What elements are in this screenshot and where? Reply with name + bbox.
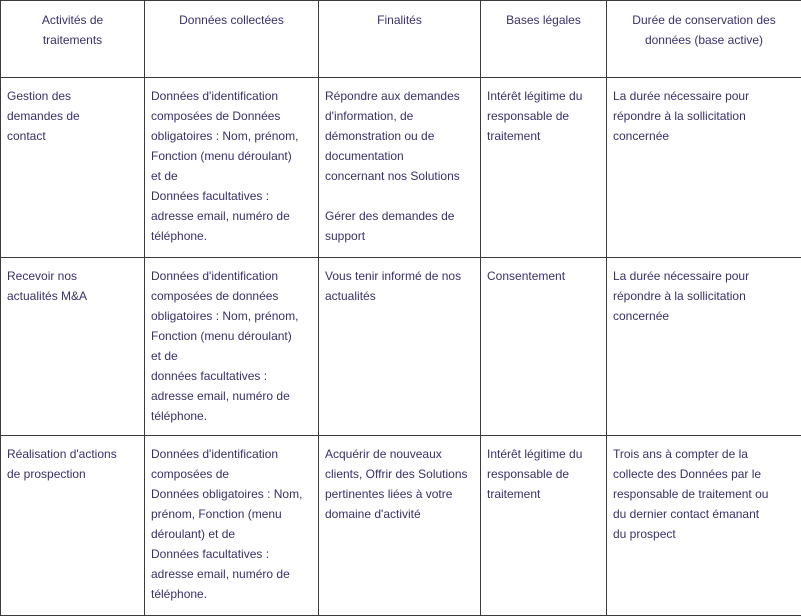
cell-bases: Intérêt légitime du responsable de traitement (481, 436, 607, 616)
table-row (1, 436, 801, 616)
cell-donnees: Données d'identification composées de Données obligatoires : Nom, prénom, Fonction (menu déroulant) et de Données facultatives : adresse email, numéro de téléphone. (145, 436, 319, 616)
cell-finalites: Répondre aux demandes d'information, de démonstration ou de documentation concernant nos Solutions Gérer des demandes de support (319, 78, 481, 258)
cell-activite: Réalisation d'actions de prospection (1, 436, 145, 616)
cell-activite: Recevoir nos actualités M&A (1, 258, 145, 436)
cell-duree: La durée nécessaire pour répondre à la sollicitation concernée (607, 258, 801, 436)
cell-activite: Gestion des demandes de contact (1, 78, 145, 258)
table-row (1, 258, 801, 436)
paragraph-spacer (325, 186, 474, 206)
header-activites: Activités de traitements (1, 1, 145, 78)
cell-duree: La durée nécessaire pour répondre à la sollicitation concernée (607, 78, 801, 258)
cell-finalites: Vous tenir informé de nos actualités (319, 258, 481, 436)
header-duree: Durée de conservation des données (base active) (607, 1, 801, 78)
header-donnees: Données collectées (145, 1, 319, 78)
cell-bases: Consentement (481, 258, 607, 436)
header-finalites: Finalités (319, 1, 481, 78)
cell-donnees: Données d'identification composées de données obligatoires : Nom, prénom, Fonction (menu déroulant) et de données facultatives : adresse email, numéro de téléphone. (145, 258, 319, 436)
cell-bases: Intérêt légitime du responsable de traitement (481, 78, 607, 258)
table-row (1, 78, 801, 258)
cell-donnees: Données d'identification composées de Données obligatoires : Nom, prénom, Fonction (menu déroulant) et de Données facultatives : adresse email, numéro de téléphone. (145, 78, 319, 258)
cell-finalites: Acquérir de nouveaux clients, Offrir des Solutions pertinentes liées à votre domaine d'activité (319, 436, 481, 616)
cell-duree: Trois ans à compter de la collecte des Données par le responsable de traitement ou du dernier contact émanant du prospect (607, 436, 801, 616)
header-bases: Bases légales (481, 1, 607, 78)
header-row (1, 1, 801, 78)
